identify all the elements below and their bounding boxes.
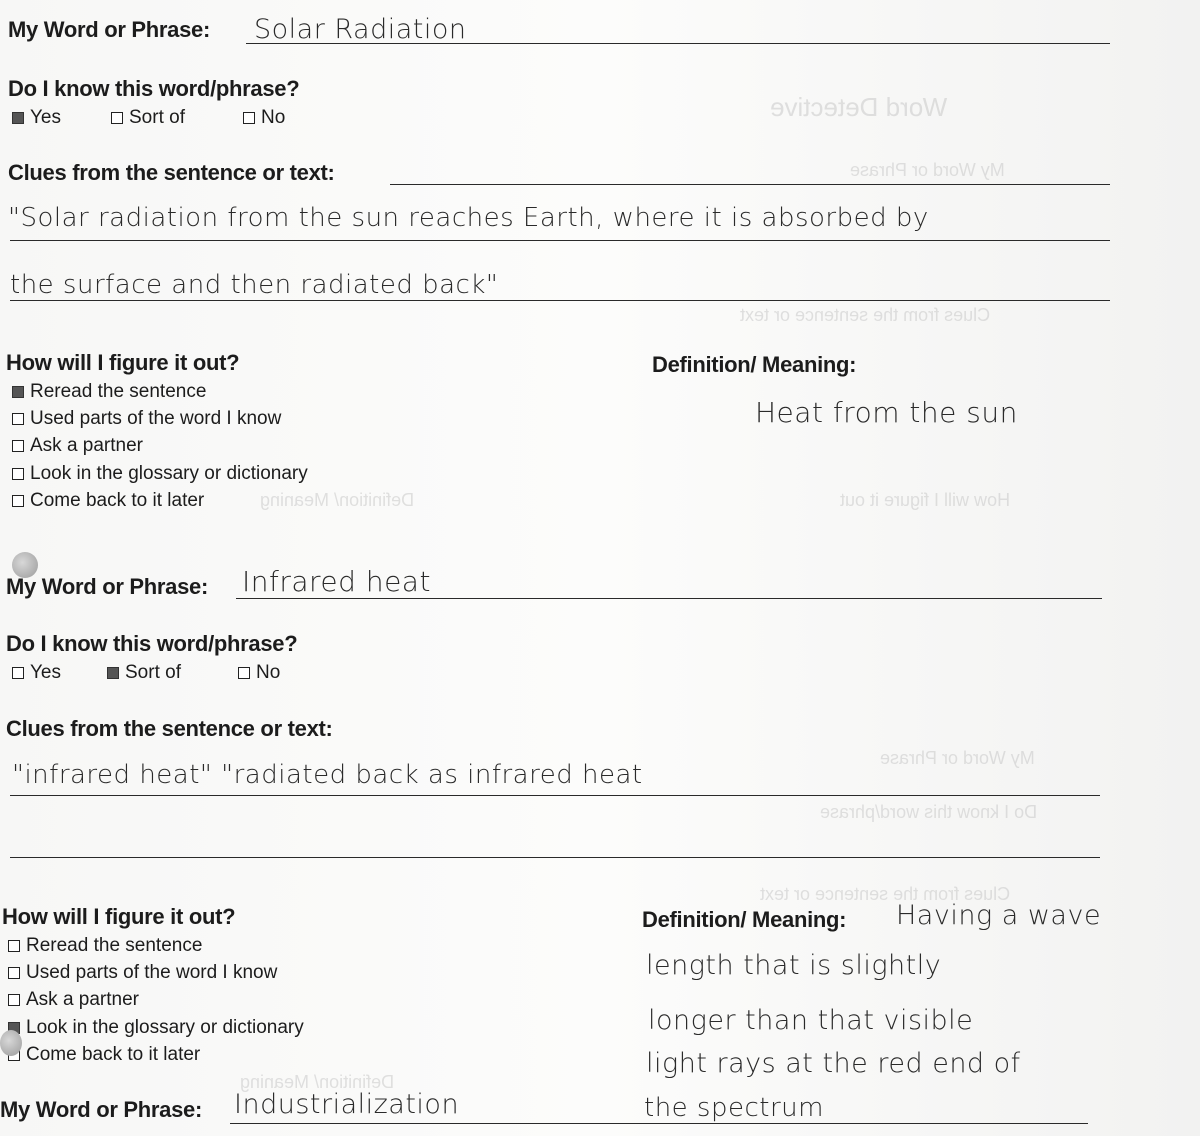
know-option-yes[interactable] (12, 662, 61, 684)
clues-line (10, 795, 1100, 796)
bleed-through-text: Clues from the sentence or text (760, 884, 1011, 904)
clues-line (10, 300, 1110, 301)
option-label: Ask a partner (26, 989, 139, 1010)
checkbox[interactable] (12, 440, 24, 452)
figure-option[interactable] (8, 935, 202, 957)
definition-label: Definition/ Meaning: (652, 352, 857, 377)
definition-text[interactable]: light rays at the red end of (646, 1048, 1021, 1079)
option-label: Reread the sentence (30, 381, 207, 402)
checkbox[interactable] (111, 112, 123, 124)
figure-label: How will I figure it out? (6, 350, 240, 375)
checkbox[interactable] (8, 940, 20, 952)
punch-hole (0, 1030, 22, 1056)
definition-text[interactable]: length that is slightly (646, 950, 942, 981)
word-phrase-value[interactable]: Industrialization (234, 1089, 460, 1120)
figure-option[interactable] (12, 463, 308, 485)
bleed-through-text: Definition/ Meaning (260, 490, 415, 510)
clues-line (390, 184, 1110, 185)
clues-text[interactable]: the surface and then radiated back" (10, 270, 499, 300)
word-phrase-line (236, 598, 1102, 599)
figure-option[interactable] (8, 1017, 304, 1039)
know-option-yes[interactable] (12, 107, 61, 129)
option-label: Yes (30, 662, 61, 683)
clues-label: Clues from the sentence or text: (8, 160, 335, 185)
word-phrase-label: My Word or Phrase: (0, 1097, 203, 1122)
option-label: Sort of (129, 107, 185, 128)
checkbox[interactable] (8, 994, 20, 1006)
checkbox[interactable] (243, 112, 255, 124)
bleed-through-text: How will I figure it out (840, 490, 1011, 510)
clues-text[interactable]: "infrared heat" "radiated back as infrared heat (12, 760, 643, 790)
figure-option[interactable] (8, 962, 277, 984)
clues-label: Clues from the sentence or text: (6, 716, 333, 741)
bleed-through-text: My Word or Phrase (880, 748, 1035, 768)
option-label: Reread the sentence (26, 935, 203, 956)
word-phrase-value[interactable]: Solar Radiation (254, 14, 467, 45)
definition-text[interactable]: Heat from the sun (755, 396, 1018, 429)
option-label: Look in the glossary or dictionary (26, 1017, 304, 1038)
option-label: Look in the glossary or dictionary (30, 463, 308, 484)
clues-text[interactable]: "Solar radiation from the sun reaches Earth, where it is absorbed by (8, 203, 929, 233)
option-label: Yes (30, 107, 61, 128)
figure-option[interactable] (8, 989, 139, 1011)
word-phrase-label: My Word or Phrase: (8, 17, 211, 42)
option-label: Used parts of the word I know (26, 962, 278, 983)
checkbox[interactable] (12, 413, 24, 425)
know-option-no[interactable] (243, 107, 285, 129)
bleed-through-text: Definition/ Meaning (240, 1072, 395, 1092)
checkbox[interactable] (12, 495, 24, 507)
word-phrase-label: My Word or Phrase: (6, 574, 209, 599)
bleed-through-text: My Word or Phrase (850, 160, 1005, 180)
checkbox[interactable] (12, 386, 24, 398)
know-option-sort-of[interactable] (111, 107, 185, 129)
checkbox[interactable] (8, 967, 20, 979)
bleed-through-text: Do I know this word/phrase (820, 802, 1038, 822)
figure-option[interactable] (8, 1044, 200, 1066)
definition-label: Definition/ Meaning: (642, 907, 847, 932)
checkbox[interactable] (238, 667, 250, 679)
option-label: Come back to it later (26, 1044, 201, 1065)
bleed-through-title: Word Detective (770, 92, 948, 122)
option-label: Sort of (125, 662, 181, 683)
know-option-sort-of[interactable] (107, 662, 181, 684)
definition-text[interactable]: Having a wave (896, 900, 1102, 931)
option-label: Ask a partner (30, 435, 143, 456)
option-label: No (261, 107, 286, 128)
option-label: No (256, 662, 281, 683)
definition-text[interactable]: longer than that visible (648, 1005, 974, 1036)
know-question: Do I know this word/phrase? (6, 631, 298, 656)
figure-label: How will I figure it out? (2, 904, 236, 929)
figure-option[interactable] (12, 435, 143, 457)
clues-line (10, 857, 1100, 858)
checkbox[interactable] (12, 468, 24, 480)
clues-line (10, 240, 1110, 241)
bleed-through-text: Clues from the sentence or text (740, 305, 991, 325)
checkbox[interactable] (107, 667, 119, 679)
know-question: Do I know this word/phrase? (8, 76, 300, 101)
word-phrase-line (230, 1123, 1088, 1124)
definition-text[interactable]: the spectrum (644, 1093, 824, 1123)
checkbox[interactable] (12, 112, 24, 124)
figure-option[interactable] (12, 408, 281, 430)
know-option-no[interactable] (238, 662, 280, 684)
checkbox[interactable] (12, 667, 24, 679)
figure-option[interactable] (12, 490, 204, 512)
word-phrase-value[interactable]: Infrared heat (242, 565, 431, 598)
option-label: Used parts of the word I know (30, 408, 282, 429)
option-label: Come back to it later (30, 490, 205, 511)
figure-option[interactable] (12, 381, 206, 403)
